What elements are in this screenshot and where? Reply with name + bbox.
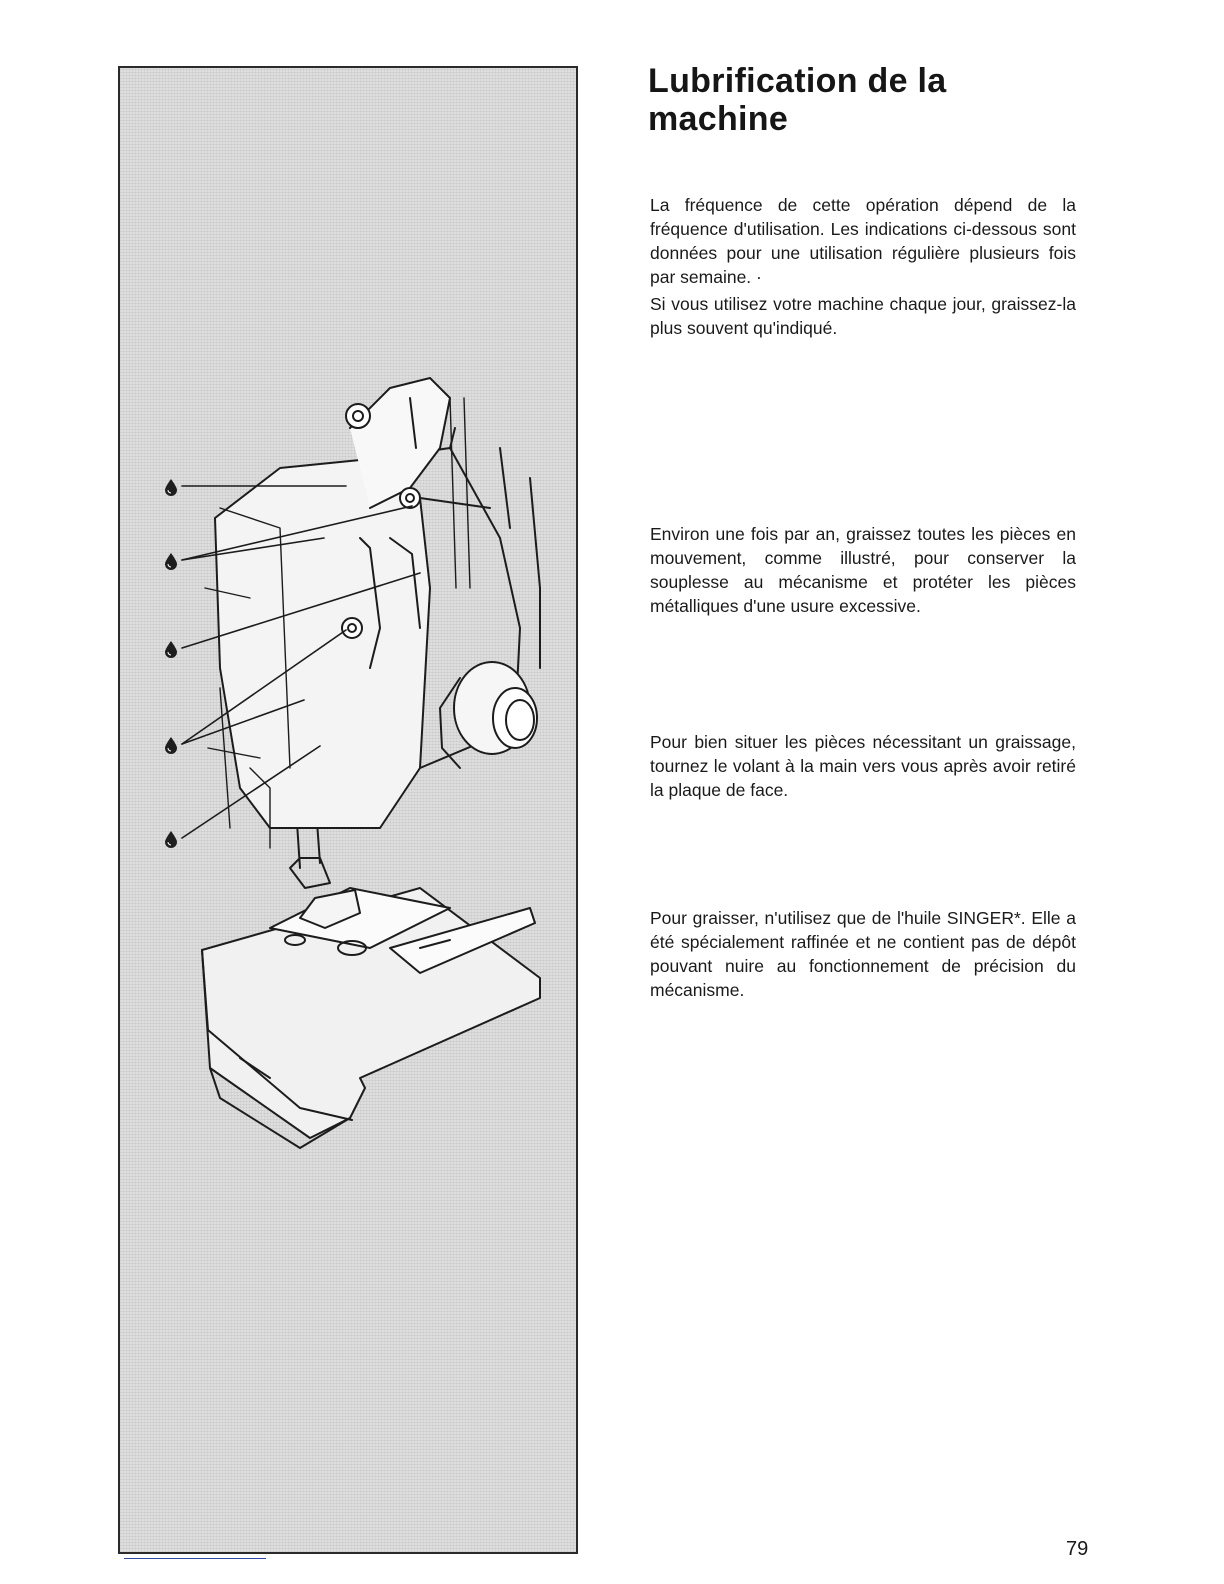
page-title-line-2: machine (648, 100, 789, 138)
oil-drop-icon (164, 640, 178, 658)
page-title-line-1: Lubrification de la (648, 62, 947, 100)
paragraph-singer-oil: Pour graisser, n'utilisez que de l'huile SINGER*. Elle a été spécialement raffinée et ne contient pas de dépôt pouvant nuire au fonctionnement de précision du mécanisme. (650, 908, 1076, 1000)
oil-drop-icon (164, 736, 178, 754)
page-number: 79 (1066, 1538, 1089, 1560)
footer-rule (124, 1558, 266, 1559)
oil-drop-icon (164, 830, 178, 848)
illustration-panel (118, 66, 578, 1554)
machine-head (215, 458, 430, 828)
oil-drop-icon (164, 478, 178, 496)
paragraph-daily-use: Si vous utilisez votre machine chaque jour, graissez-la plus souvent qu'indiqué. (650, 294, 1076, 338)
paragraph-locate-parts: Pour bien situer les pièces nécessitant un graissage, tournez le volant à la main vers vous après avoir retiré la plaque de face. (650, 732, 1076, 800)
paragraph-yearly-oiling: Environ une fois par an, graissez toutes les pièces en mouvement, comme illustré, pour conserver la souplesse au mécanisme et protéter les pièces métalliques d'une usure excessive. (650, 524, 1076, 616)
sewing-machine-illustration (120, 68, 578, 1554)
oil-drop-icon (164, 552, 178, 570)
paragraph-frequency: La fréquence de cette opération dépend de la fréquence d'utilisation. Les indications ci-dessous sont données pour une utilisation régulière plusieurs fois par semaine. · (650, 195, 1076, 287)
page-title (648, 62, 1168, 138)
